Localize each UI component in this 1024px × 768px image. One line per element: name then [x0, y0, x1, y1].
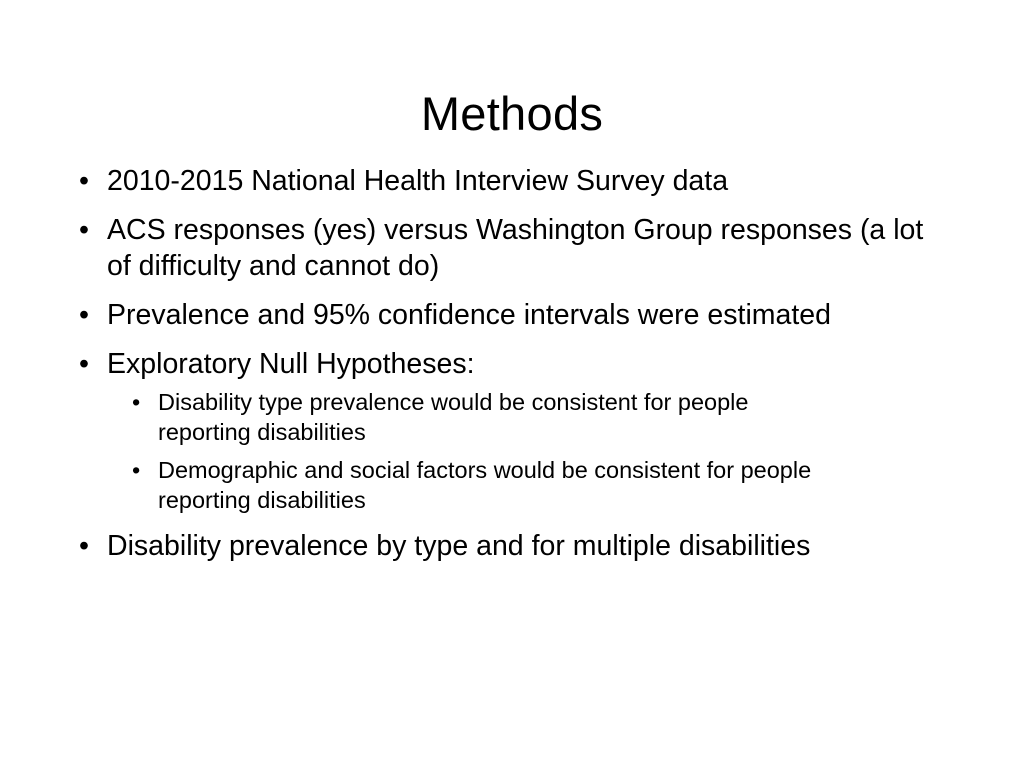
bullet-icon: • [79, 530, 89, 562]
bullet-item [0, 163, 1024, 199]
bullet-icon: • [79, 214, 89, 246]
bullet-icon: • [79, 348, 89, 380]
bullet-icon: • [79, 299, 89, 331]
bullet-text: Prevalence and 95% confidence intervals were estimated [107, 299, 831, 331]
sub-bullet-text: Demographic and social factors would be consistent for people reporting disabilities [158, 457, 812, 513]
bullet-text: 2010-2015 National Health Interview Survey data [107, 165, 729, 197]
bullet-text: Exploratory Null Hypotheses: [107, 348, 475, 380]
bullet-icon: • [79, 165, 89, 197]
bullet-item [0, 212, 1024, 284]
sub-bullet-item [0, 387, 934, 447]
bullet-text: Disability prevalence by type and for multiple disabilities [107, 530, 811, 562]
sub-bullet-list [107, 387, 934, 515]
bullet-item [0, 346, 1024, 515]
slide-title: Methods [420, 87, 604, 140]
sub-bullet-item [0, 455, 934, 515]
bullet-list [0, 163, 1024, 577]
bullet-text: ACS responses (yes) versus Washington Group responses (a lot of difficulty and cannot do) [107, 214, 924, 282]
sub-bullet-icon: • [132, 389, 141, 415]
bullet-item [0, 297, 1024, 333]
sub-bullet-text: Disability type prevalence would be consistent for people reporting disabilities [158, 389, 749, 445]
sub-bullet-icon: • [132, 457, 141, 483]
bullet-item [0, 528, 1024, 564]
